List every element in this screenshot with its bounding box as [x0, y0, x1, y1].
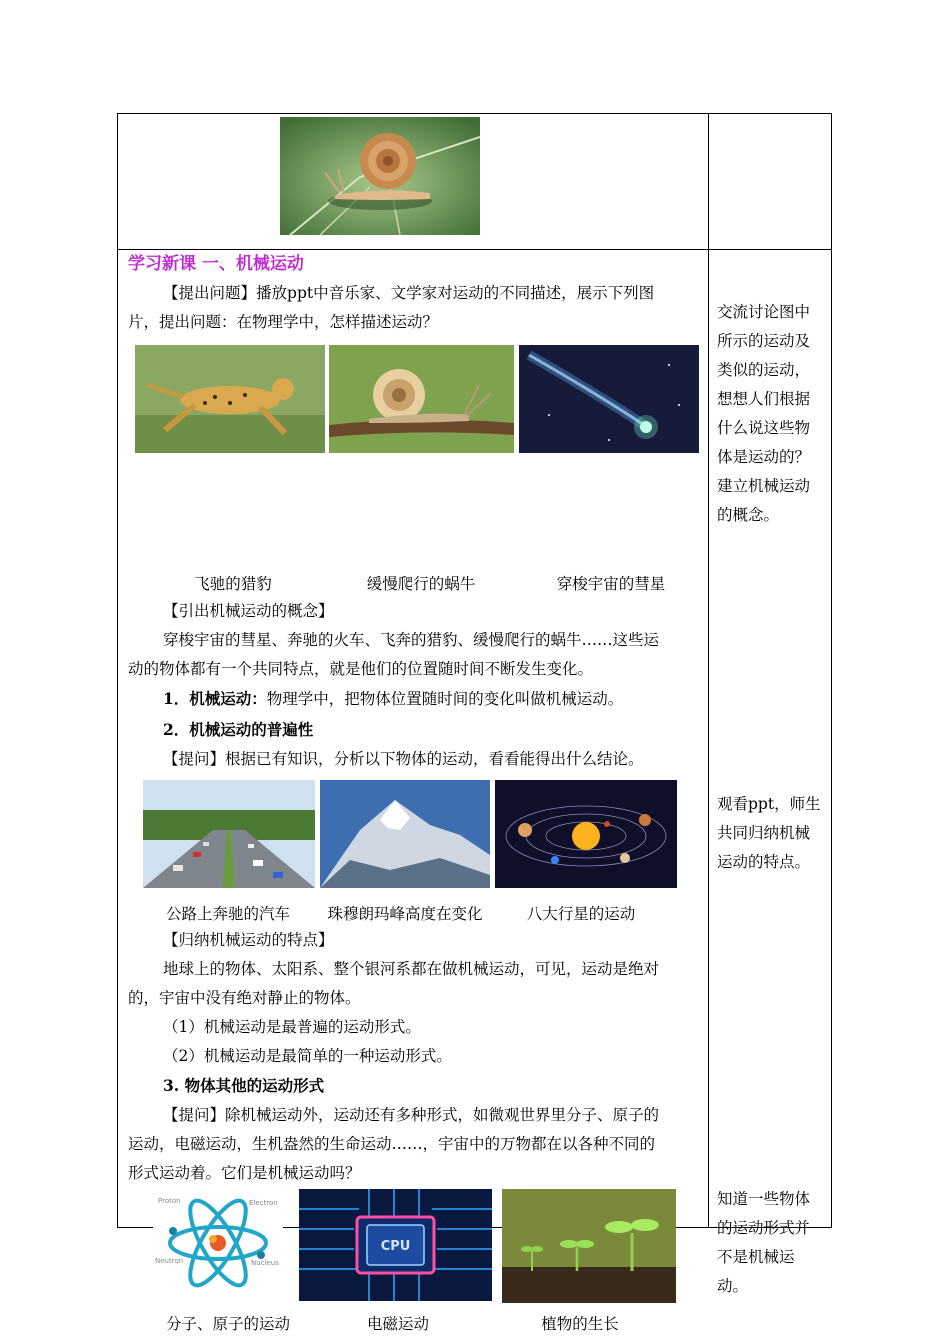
solar-system-image [495, 780, 677, 888]
question-2-line-3: 形式运动着。它们是机械运动吗？ [128, 1164, 361, 1182]
summary-label: 【归纳机械运动的特点】 [163, 931, 334, 949]
comet-image [519, 345, 699, 453]
question-2-line-1: 【提问】除机械运动外，运动还有多种形式，如微观世界里分子、原子的 [163, 1106, 660, 1124]
highway-image [143, 780, 315, 888]
point-1: （1）机械运动是最普遍的运动形式。 [163, 1018, 421, 1036]
summary-line-1: 地球上的物体、太阳系、整个银河系都在做机械运动，可见，运动是绝对 [163, 960, 660, 978]
caption-electromagnetic: 电磁运动 [366, 1315, 429, 1333]
atom-label-proton: Proton [158, 1197, 181, 1205]
intro-line-2: 片，提出问题：在物理学中，怎样描述运动？ [128, 313, 439, 331]
caption-cheetah: 飞驰的猎豹 [194, 575, 272, 593]
question-2-line-2: 运动，电磁运动，生机盎然的生命运动……，宇宙中的万物都在以各种不同的 [128, 1135, 656, 1153]
section-heading: 学习新课 一、机械运动 [128, 254, 304, 274]
cpu-label: CPU [380, 1239, 411, 1254]
caption-planets: 八大行星的运动 [526, 905, 636, 923]
atom-image [153, 1193, 283, 1293]
point-2: （2）机械运动是最简单的一种运动形式。 [163, 1047, 452, 1065]
atom-label-nucleus: Nucleus [251, 1259, 279, 1267]
intro-label: 【提出问题】 [163, 284, 257, 302]
cheetah-image [135, 345, 325, 453]
cpu-image [299, 1189, 492, 1301]
definition-1: 1．机械运动：物理学中，把物体位置随时间的变化叫做机械运动。 [163, 689, 624, 708]
student-activity-cell [709, 250, 832, 1295]
caption-atom: 分子、原子的运动 [165, 1315, 290, 1333]
snail-on-leaf-image [280, 117, 480, 235]
caption-highway: 公路上奔驰的汽车 [165, 905, 290, 923]
activity-note-1: 交流讨论图中 所示的运动及 类似的运动， 想想人们根据 什么说这些物 体是运动的？ 建立机械运动 的概念。 [717, 303, 811, 524]
caption-comet: 穿梭宇宙的彗星 [556, 575, 666, 593]
concept-label: 【引出机械运动的概念】 [163, 602, 334, 620]
definition-3: 3. 物体其他的运动形式 [163, 1076, 325, 1095]
question-1: 【提问】根据已有知识，分析以下物体的运动，看看能得出什么结论。 [163, 750, 644, 768]
lesson-table [117, 113, 832, 1333]
concept-line-1: 穿梭宇宙的彗星、奔驰的火车、飞奔的猎豹、缓慢爬行的蜗牛……这些运 [163, 631, 660, 649]
atom-label-neutron: Neutron [155, 1257, 184, 1265]
seedlings-image [502, 1189, 676, 1303]
atom-label-electron: Electron [249, 1199, 278, 1207]
caption-everest: 珠穆朗玛峰高度在变化 [327, 905, 483, 923]
caption-plant-growth: 植物的生长 [541, 1315, 619, 1333]
summary-line-2: 的，宇宙中没有绝对静止的物体。 [128, 989, 361, 1007]
intro-line-1: 【提出问题】播放ppt中音乐家、文学家对运动的不同描述，展示下列图 [163, 284, 655, 302]
concept-line-2: 动的物体都有一个共同特点，就是他们的位置随时间不断发生变化。 [128, 660, 594, 678]
activity-note-3: 知道一些物体 的运动形式并 不是机械运 动。 [717, 1190, 811, 1295]
snail-on-branch-image [329, 345, 514, 453]
caption-snail: 缓慢爬行的蜗牛 [366, 575, 476, 593]
activity-note-2: 观看ppt，师生 共同归纳机械 运动的特点。 [717, 795, 821, 871]
lesson-content-cell [118, 250, 708, 1333]
definition-2: 2．机械运动的普遍性 [163, 720, 314, 739]
everest-image [320, 780, 490, 888]
